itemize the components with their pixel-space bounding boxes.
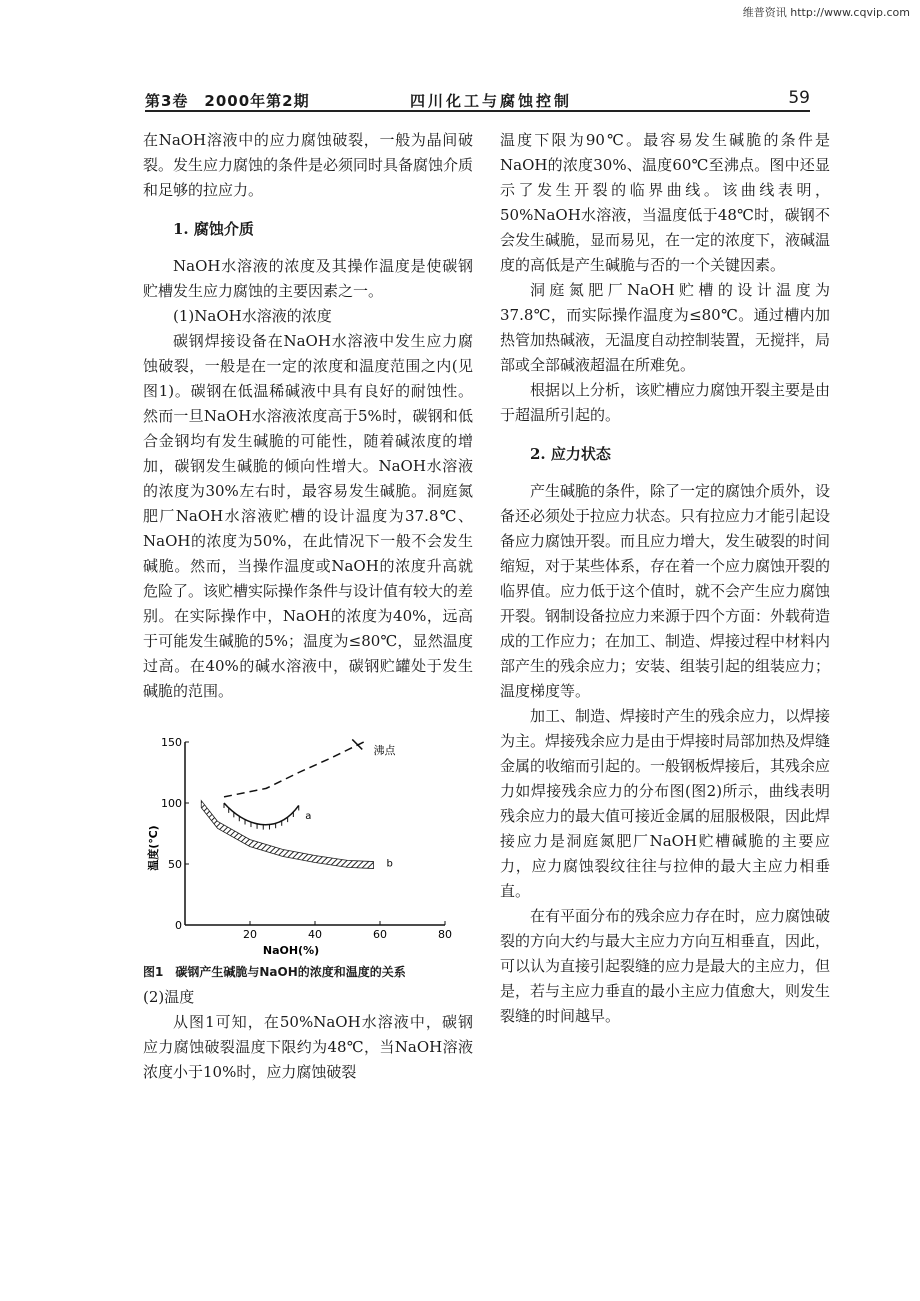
curve-a-label: a [305,810,312,822]
x-tick-label: 80 [438,928,452,941]
y-tick-label: 100 [161,797,182,810]
paragraph: 从图1可知，在50%NaOH水溶液中，碳钢应力腐蚀破裂温度下限约为48℃，当NaOH溶液浓度小于10%时，应力腐蚀破裂 [143,1013,473,1081]
left-column [143,128,473,704]
figure-1 [143,730,473,960]
watermark: 维普资讯 http://www.cqvip.com [742,6,910,19]
y-axis-label: 温度(℃) [147,825,160,871]
paragraph: 产生碱脆的条件，除了一定的腐蚀介质外，设备还必须处于拉应力状态。只有拉应力才能引起设备应力腐蚀开裂。而且应力增大，发生破裂的时间缩短，对于某些体系，存在着一个应力腐蚀开裂的临界值。应力低于这个值时，就不会产生应力腐蚀开裂。钢制设备拉应力来源于四个方面：外载荷造成的工作应力；在加工、制造、焊接过程中材料内部产生的残余应力；安装、组装引起的组装应力；温度梯度等。 [500,482,831,700]
section-heading: 2. 应力状态 [530,445,611,463]
curve-b [201,801,373,869]
paragraph: 根据以上分析，该贮槽应力腐蚀开裂主要是由于超温所引起的。 [500,381,831,424]
boiling-curve [224,742,364,797]
boiling-marker [352,739,362,749]
curve-b-label: b [386,858,393,870]
figure-caption: 图1 碳钢产生碱脆与NaOH的浓度和温度的关系 [143,965,406,979]
paragraph: 温度下限为90℃。最容易发生碱脆的条件是NaOH的浓度30%、温度60℃至沸点。图中还显示了发生开裂的临界曲线。该曲线表明，50%NaOH水溶液，当温度低于48℃时，碳钢不会发生碱脆，显而易见，在一定的浓度下，液碱温度的高低是产生碱脆与否的一个关键因素。 [500,131,831,274]
paragraph: 在NaOH溶液中的应力腐蚀破裂，一般为晶间破裂。发生应力腐蚀的条件是必须同时具备腐蚀介质和足够的拉应力。 [143,131,474,199]
subsection-heading: (1)NaOH水溶液的浓度 [173,307,332,325]
journal-title: 四川化工与腐蚀控制 [410,92,573,110]
paragraph: NaOH水溶液的浓度及其操作温度是使碳钢贮槽发生应力腐蚀的主要因素之一。 [143,257,473,300]
boiling-label: 沸点 [373,744,396,758]
paragraph: 洞庭氮肥厂NaOH贮槽的设计温度为37.8℃，而实际操作温度为≤80℃。通过槽内加热管加热碱液，无温度自动控制装置，无搅拌，局部或全部碱液超温在所难免。 [500,281,831,374]
y-tick-label: 150 [161,736,182,749]
section-heading: 1. 腐蚀介质 [173,220,254,238]
left-column-bottom [143,985,473,1085]
chart-svg [143,730,473,960]
right-column [500,128,830,1029]
volume-issue: 第3卷 2000年第2期 [145,92,310,110]
paragraph: 碳钢焊接设备在NaOH水溶液中发生应力腐蚀破裂，一般是在一定的浓度和温度范围之内(见图1)。碳钢在低温稀碱液中具有良好的耐蚀性。然而一旦NaOH水溶液浓度高于5%时，碳钢和低合金钢均有发生碱脆的可能性，随着碱浓度的增加，碳钢发生碱脆的倾向性增大。NaOH水溶液的浓度为30%左右时，最容易发生碱脆。洞庭氮肥厂NaOH水溶液贮槽的设计温度为37.8℃、NaOH的浓度为50%，在此情况下一般不会发生碱脆。然而，当操作温度或NaOH的浓度升高就危险了。该贮槽实际操作条件与设计值有较大的差别。在实际操作中，NaOH的浓度为40%，远高于可能发生碱脆的5%；温度为≤80℃，显然温度过高。在40%的碱水溶液中，碳钢贮罐处于发生碱脆的范围。 [143,332,474,700]
paragraph: 加工、制造、焊接时产生的残余应力，以焊接为主。焊接残余应力是由于焊接时局部加热及焊缝金属的收缩而引起的。一般钢板焊接后，其残余应力如焊接残余应力的分布图(图2)所示，曲线表明残余应力的最大值可接近金属的屈服极限，因此焊接应力是洞庭氮肥厂NaOH贮槽碱脆的主要应力，应力腐蚀裂纹往往与拉伸的最大主应力相垂直。 [500,707,831,900]
page-header [145,88,810,112]
page-number: 59 [788,88,810,108]
y-tick-label: 50 [168,858,182,871]
x-tick-label: 60 [373,928,387,941]
x-tick-label: 20 [243,928,257,941]
paragraph: 在有平面分布的残余应力存在时，应力腐蚀破裂的方向大约与最大主应力方向互相垂直，因此，可以认为直接引起裂缝的应力是最大的主应力，但是，若与主应力垂直的最小主应力值愈大，则发生裂缝的时间越早。 [500,907,831,1025]
y-tick-label: 0 [175,919,182,932]
subsection-heading: (2)温度 [143,988,195,1006]
x-tick-label: 40 [308,928,322,941]
x-axis-label: NaOH(%) [262,944,320,957]
